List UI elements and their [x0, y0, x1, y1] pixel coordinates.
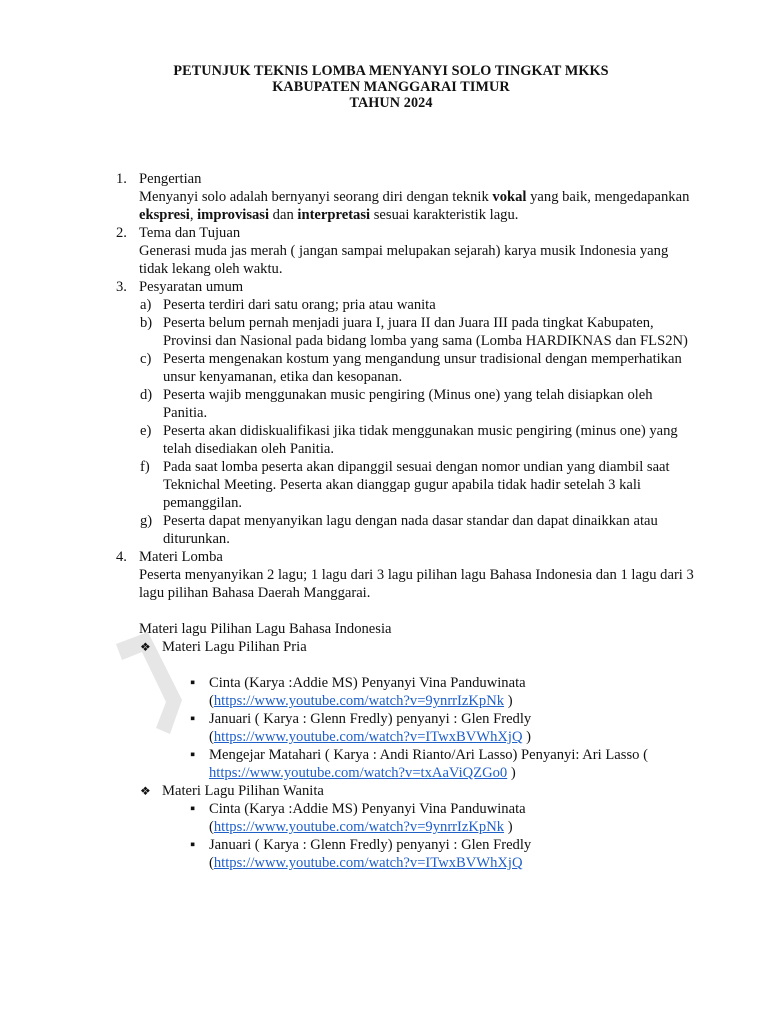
- diamond-bullet-icon: ❖: [140, 640, 151, 654]
- section-heading: Pesyaratan umum: [139, 279, 244, 295]
- title-line-1: PETUNJUK TEKNIS LOMBA MENYANYI SOLO TINGKAT MKKS: [173, 63, 609, 79]
- youtube-link[interactable]: https://www.youtube.com/watch?v=txAaViQZGo0: [209, 765, 508, 781]
- title-line-3: TAHUN 2024: [349, 95, 433, 111]
- list-item: d) Peserta wajib menggunakan music pengiring (Minus one) yang telah disiapkan oleh Panitia.: [140, 387, 653, 421]
- section-pengertian: [116, 170, 696, 224]
- song-item: ▪ Januari ( Karya : Glenn Fredly) penyanyi : Glen Fredly (https://www.youtube.com/watch?v=ITwxBVWhXjQ ): [190, 711, 532, 745]
- song-item: ▪ Mengejar Matahari ( Karya : Andi Rianto/Ari Lasso) Penyanyi: Ari Lasso ( https://www.youtube.com/watch?v=txAaViQZGo0 ): [190, 747, 648, 781]
- section-heading: Tema dan Tujuan: [139, 225, 241, 241]
- section-heading: Materi Lomba: [139, 549, 223, 565]
- square-bullet-icon: ▪: [190, 837, 196, 853]
- document-title: [0, 63, 768, 111]
- list-item: a) Peserta terdiri dari satu orang; pria atau wanita: [140, 297, 436, 313]
- section-tema: [116, 224, 696, 278]
- title-line-2: KABUPATEN MANGGARAI TIMUR: [272, 79, 510, 95]
- youtube-link[interactable]: https://www.youtube.com/watch?v=9ynrrIzKpNk: [213, 693, 505, 709]
- diamond-bullet-icon: ❖: [140, 784, 151, 798]
- section-heading: Pengertian: [139, 171, 202, 187]
- list-item: f) Pada saat lomba peserta akan dipanggil sesuai dengan nomor undian yang diambil saat Teknichal Meeting. Peserta akan dianggap gugur apabila tidak hadir setelah 3 kali pemanggilan.: [140, 459, 670, 511]
- document-body: [116, 170, 696, 872]
- section-number: 3.: [116, 279, 127, 295]
- song-item: ▪ Januari ( Karya : Glenn Fredly) penyanyi : Glen Fredly (https://www.youtube.com/watch?v=ITwxBVWhXjQ: [190, 837, 532, 871]
- section-paragraph: Peserta menyanyikan 2 lagu; 1 lagu dari 3 lagu pilihan lagu Bahasa Indonesia dan 1 lagu dari 3 lagu pilihan Bahasa Daerah Manggarai.: [139, 567, 694, 601]
- section-paragraph: Menyanyi solo adalah bernyanyi seorang diri dengan teknik vokal yang baik, mengedapankan ekspresi, improvisasi dan interpretasi sesuai karakteristik lagu.: [139, 189, 690, 223]
- list-item: c) Peserta mengenakan kostum yang mengandung unsur tradisional dengan memperhatikan unsur kenyamanan, etika dan kesopanan.: [140, 351, 682, 385]
- youtube-link[interactable]: https://www.youtube.com/watch?v=ITwxBVWhXjQ: [213, 855, 523, 871]
- song-item: ▪ Cinta (Karya :Addie MS) Penyanyi Vina Panduwinata (https://www.youtube.com/watch?v=9ynrrIzKpNk ): [190, 675, 526, 709]
- sub-heading: Materi lagu Pilihan Lagu Bahasa Indonesia: [139, 621, 392, 637]
- section-number: 1.: [116, 171, 127, 187]
- square-bullet-icon: ▪: [190, 747, 196, 763]
- song-item: ▪ Cinta (Karya :Addie MS) Penyanyi Vina Panduwinata (https://www.youtube.com/watch?v=9ynrrIzKpNk ): [190, 801, 526, 835]
- youtube-link[interactable]: https://www.youtube.com/watch?v=ITwxBVWhXjQ: [213, 729, 523, 745]
- list-item: ❖ Materi Lagu Pilihan Pria: [140, 639, 307, 655]
- square-bullet-icon: ▪: [190, 711, 196, 727]
- section-persyaratan: [116, 278, 696, 296]
- section-number: 2.: [116, 225, 127, 241]
- section-paragraph: Generasi muda jas merah ( jangan sampai melupakan sejarah) karya musik Indonesia yang tidak lekang oleh waktu.: [139, 243, 669, 277]
- square-bullet-icon: ▪: [190, 801, 196, 817]
- list-item: g) Peserta dapat menyanyikan lagu dengan nada dasar standar dan dapat dinaikkan atau diturunkan.: [140, 513, 658, 547]
- list-item: ❖ Materi Lagu Pilihan Wanita: [140, 783, 324, 799]
- list-item: e) Peserta akan didiskualifikasi jika tidak menggunakan music pengiring (minus one) yang telah disediakan oleh Panitia.: [140, 423, 678, 457]
- youtube-link[interactable]: https://www.youtube.com/watch?v=9ynrrIzKpNk: [213, 819, 505, 835]
- section-materi: [116, 548, 696, 638]
- list-item: b) Peserta belum pernah menjadi juara I, juara II dan Juara III pada tingkat Kabupaten, Provinsi dan Nasional pada bidang lomba yang sama (Lomba HARDIKNAS dan FLS2N): [140, 315, 688, 349]
- square-bullet-icon: ▪: [190, 675, 196, 691]
- section-number: 4.: [116, 549, 127, 565]
